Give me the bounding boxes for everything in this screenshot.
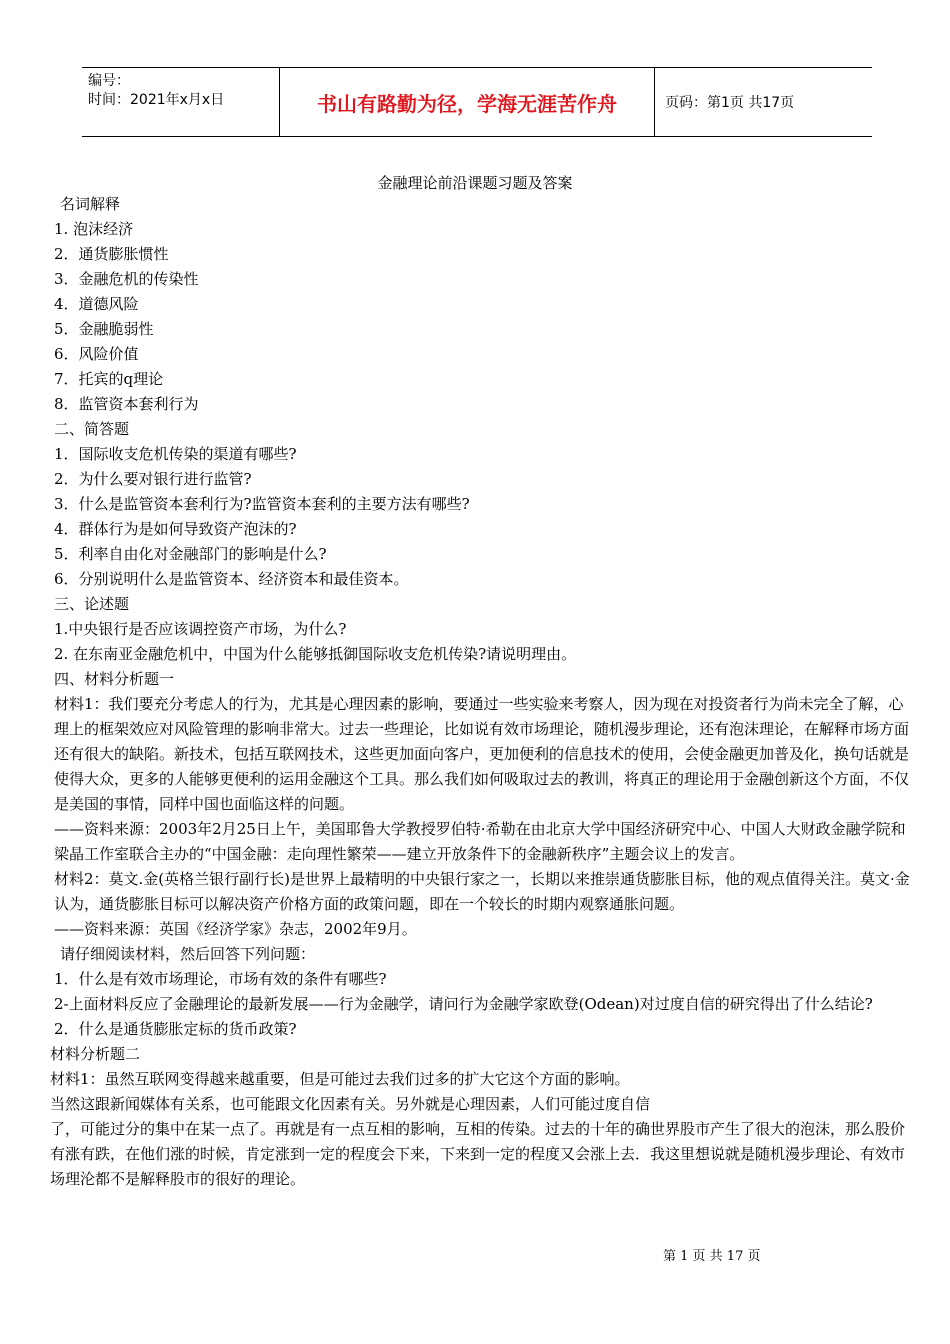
material-paragraph: 材料1：我们要充分考虑人的行为，尤其是心理因素的影响，要通过一些实验来考察人，因为现在对投资者行为尚未完全了解，心理上的框架效应对风险管理的影响非常大。过去一些理论，比如说有效市场理论，随机漫步理论，还有泡沫理论，在解释市场方面还有很大的缺陷。新技术，包括互联网技术，这些更加面向客户，更加便利的信息技术的使用，会使金融更加普及化，换句话就是使得大众，更多的人能够更便利的运用金融这个工具。那么我们如何吸取过去的教训，将真正的理论用于金融创新这个方面，不仅是美国的事情，同样中国也面临这样的问题。 xyxy=(54,695,910,813)
material-paragraph: 材料2：莫文.金(英格兰银行副行长)是世界上最精明的中央银行家之一，长期以来推崇通货膨胀目标，他的观点值得关注。莫文·金认为，通货膨胀目标可以解决资产价格方面的政策问题，即在一个较长的时期内观察通胀问题。 xyxy=(54,870,910,913)
list-item: 6．风险价值 xyxy=(54,345,139,363)
list-item: 4．道德风险 xyxy=(54,295,139,313)
question-item: 1．什么是有效市场理论，市场有效的条件有哪些? xyxy=(54,970,387,988)
instruction: 请仔细阅读材料，然后回答下列问题： xyxy=(60,945,316,963)
material-paragraph: 材料1：虽然互联网变得越来越重要，但是可能过去我们过多的扩大它这个方面的影响。 xyxy=(50,1070,630,1088)
material-paragraph: 了，可能过分的集中在某一点了。再就是有一点互相的影响，互相的传染。过去的十年的确世界股市产生了很大的泡沫，那么股价有涨有跌，在他们涨的时候，肯定涨到一定的程度会下来，下来到一定的程度又会涨上去．我这里想说就是随机漫步理论、有效市场理沦都不是解释股市的很好的理论。 xyxy=(50,1120,906,1188)
list-item: 1. 泡沫经济 xyxy=(54,220,134,238)
header-motto: 书山有路勤为径，学海无涯苦作舟 xyxy=(280,68,655,136)
document-body xyxy=(50,192,912,1192)
list-item: 6．分别说明什么是监管资本、经济资本和最佳资本。 xyxy=(54,570,409,588)
list-item: 1．国际收支危机传染的渠道有哪些? xyxy=(54,445,297,463)
list-item: 1.中央银行是否应该调控资产市场，为什么? xyxy=(54,620,347,638)
header-page-info: 页码：第1页 共17页 xyxy=(665,95,795,111)
material-paragraph: 当然这跟新闻媒体有关系，也可能跟文化因素有关。另外就是心理因素，人们可能过度自信 xyxy=(50,1095,651,1113)
list-item: 8．监管资本套利行为 xyxy=(54,395,199,413)
section-heading: 四、材料分析题一 xyxy=(54,670,175,688)
list-item: 3．金融危机的传染性 xyxy=(54,270,199,288)
source-citation: ——资料来源：2003年2月25日上午，美国耶鲁大学教授罗伯特·希勒在由北京大学中国经济研究中心、中国人大财政金融学院和梁晶工作室联合主办的“中国金融：走向理性繁荣——建立开放条件下的金融新秩序”主题会议上的发言。 xyxy=(54,820,906,863)
list-item: 3．什么是监管资本套利行为?监管资本套利的主要方法有哪些? xyxy=(54,495,470,513)
header-meta xyxy=(82,68,280,136)
date-label: 时间：2021年x月x日 xyxy=(88,92,225,108)
serial-number-label: 编号： xyxy=(88,73,130,89)
list-item: 2．通货膨胀惯性 xyxy=(54,245,169,263)
source-citation: ——资料来源：英国《经济学家》杂志，2002年9月。 xyxy=(54,920,417,938)
section-heading: 三、论述题 xyxy=(54,595,130,613)
list-item: 4．群体行为是如何导致资产泡沫的? xyxy=(54,520,297,538)
list-item: 5．金融脆弱性 xyxy=(54,320,154,338)
list-item: 7．托宾的q理论 xyxy=(54,370,164,388)
list-item: 2. 在东南亚金融危机中，中国为什么能够抵御国际收支危机传染?请说明理由。 xyxy=(54,645,577,663)
section-heading: 二、简答题 xyxy=(54,420,130,438)
page-header xyxy=(82,67,872,137)
section-heading: 材料分析题二 xyxy=(50,1045,141,1063)
question-item: 2-上面材料反应了金融理论的最新发展——行为金融学，请问行为金融学家欧登(Odean)对过度自信的研究得出了什么结论? xyxy=(54,995,873,1013)
document-title: 金融理论前沿课题习题及答案 xyxy=(377,174,573,192)
section-heading: 名词解释 xyxy=(60,195,121,213)
list-item: 5．利率自由化对金融部门的影响是什么? xyxy=(54,545,327,563)
list-item: 2．为什么要对银行进行监管? xyxy=(54,470,252,488)
question-item: 2．什么是通货膨胀定标的货币政策? xyxy=(54,1020,297,1038)
page-footer: 第 1 页 共 17 页 xyxy=(663,1249,761,1264)
